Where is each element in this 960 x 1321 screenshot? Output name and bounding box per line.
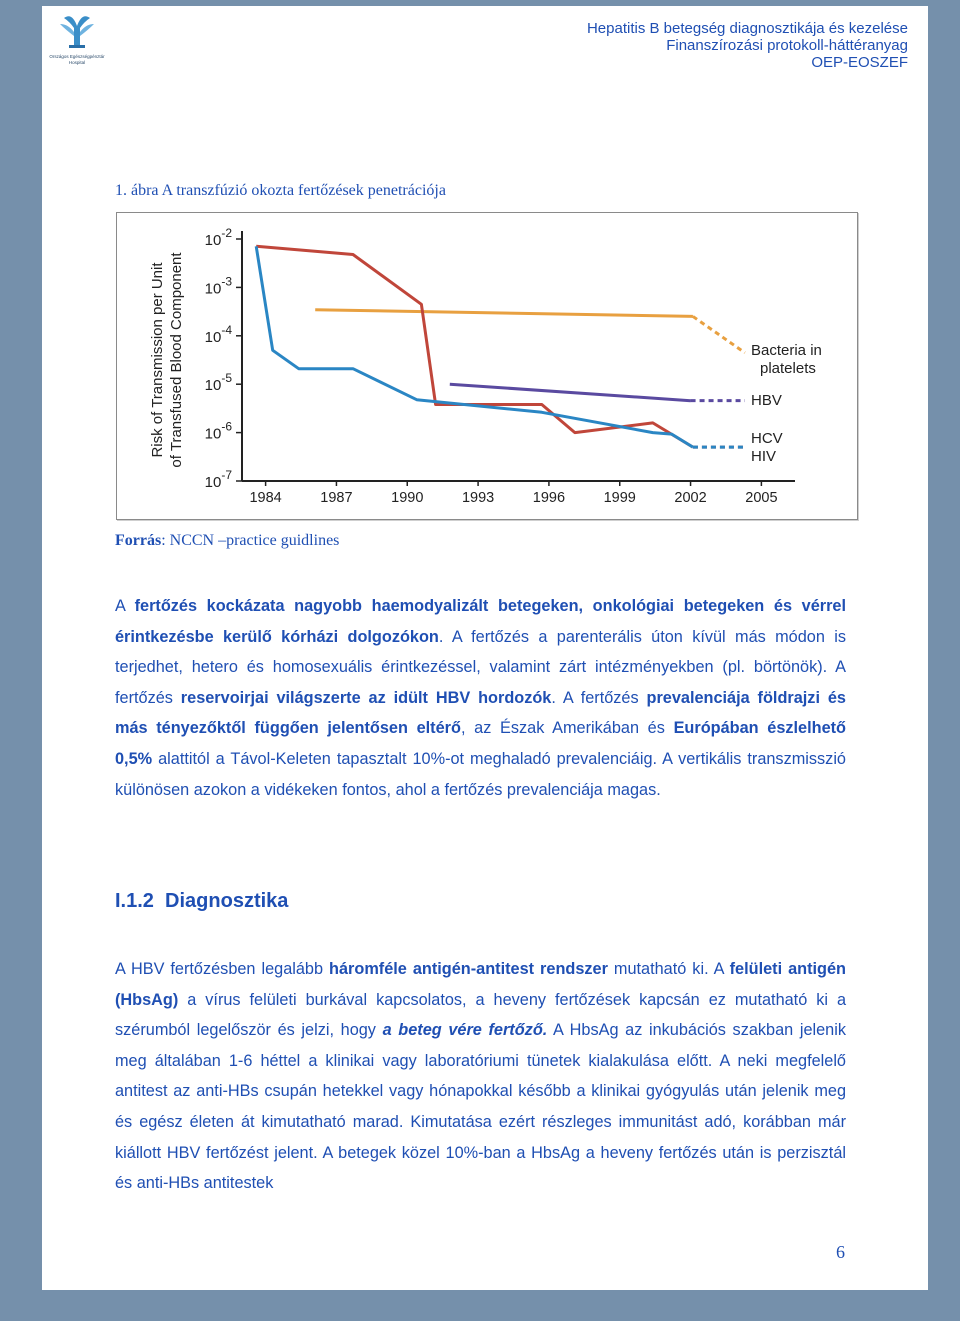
source-label: Forrás xyxy=(115,532,162,549)
y-tick-label: $10^{-4}$ xyxy=(204,322,232,346)
y-tick-label: $10^{-7}$ xyxy=(204,468,232,491)
series-label-bacteria-in-platelets-line2: platelets xyxy=(760,360,816,377)
x-tick-label: 2005 xyxy=(745,490,778,506)
para2-text-3: a vírus felületi burkával kapcsolatos, a heveny fertőzések kapcsán ez mutatható ki a szérumból legelőször és jelzi, hogy xyxy=(115,990,846,1040)
y-tick-label: $10^{-6}$ xyxy=(204,419,232,443)
series-line-hcv xyxy=(256,246,693,447)
series-label-hcv: HCV xyxy=(751,430,783,447)
document-page xyxy=(42,6,928,1290)
para1-bold-risk-groups: fertőzés kockázata nagyobb haemodyalizált betegeken, onkológiai betegeken és vérrel érintkezésbe kerülő kórházi dolgozókon xyxy=(115,597,846,646)
logo xyxy=(42,12,122,74)
y-tick-exponent: -6 xyxy=(221,419,232,434)
section-heading xyxy=(115,890,288,913)
series-projection-bacteria-in-platelets xyxy=(693,316,745,352)
y-tick-label: $10^{-5}$ xyxy=(204,371,232,395)
para1-bold-reservoir: reservoirjai világszerte az idült HBV hordozók xyxy=(180,688,552,707)
section-number: I.1.2 xyxy=(115,890,154,912)
x-tick-label: 1993 xyxy=(461,490,495,506)
para1-text-5: alattitól a Távol-Keleten tapasztalt 10%-ot meghaladó prevalenciáig. A vertikális transzmisszió különösen azokon a vidékeken fontos, ahol a fertőzés prevalenciája magas. xyxy=(115,749,846,799)
paragraph-diagnostics xyxy=(115,954,846,1199)
y-tick-exponent: -4 xyxy=(221,322,232,337)
para2-bold-hbsag: felületi antigén (HbsAg) xyxy=(115,960,846,1009)
x-tick-label: 1987 xyxy=(320,490,353,506)
x-tick-label: 2002 xyxy=(674,490,707,506)
header-line2: Finanszírozási protokoll-háttéranyag xyxy=(666,37,908,54)
y-axis-label-line1: Risk of Transmission per Unit xyxy=(149,262,166,458)
y-tick-exponent: -5 xyxy=(221,371,232,386)
series-label-bacteria-in-platelets: Bacteria in xyxy=(751,342,822,359)
x-tick-label: 1999 xyxy=(603,490,636,506)
para1-bold-prevalence: prevalenciája földrajzi és más tényezőktől függően jelentősen eltérő xyxy=(115,688,846,738)
x-tick-label: 1990 xyxy=(391,490,424,506)
y-tick-exponent: -7 xyxy=(221,468,232,482)
para2-text-4: A HbsAg az inkubációs szakban jelenik meg általában 1-6 héttel a klinikai vagy laboratóriumi tünetek kialakulása előtt. A neki megfelelő antitest az anti-HBs csupán hetekkel vagy hónapokkal később a klinikai gyógyulás után jelenik meg és egész életen át kimutatható marad. Kimutatása ezért részleges immunitást adó, korábban már kiállott HBV fertőzést jelent. A betegek közel 10%-ban a HbsAg a heveny fertőzés után is perzisztál és anti-HBs antitestek xyxy=(115,1021,846,1193)
y-tick-exponent: -2 xyxy=(221,226,232,240)
para1-text-4: , az Észak Amerikában és xyxy=(460,719,674,738)
y-tick-exponent: -3 xyxy=(221,274,232,289)
x-tick-label: 1996 xyxy=(532,490,566,506)
para2-text-1: A HBV fertőzésben legalább xyxy=(115,960,330,978)
para2-bold-antigen-systems: háromféle antigén-antitest rendszer xyxy=(329,960,608,978)
header-line3: OEP-EOSZEF xyxy=(811,54,908,71)
logo-caption-line2: Hospital xyxy=(68,60,86,65)
para1-text-3: . A fertőzés xyxy=(551,688,647,707)
logo-caption xyxy=(42,54,112,66)
page-header xyxy=(587,20,908,71)
series-line-hbv xyxy=(450,384,691,401)
logo-caption-line1: Országos Egészségpénztár xyxy=(49,54,105,59)
para2-text-2: mutatható ki. A xyxy=(607,960,730,978)
y-tick-label: $10^{-3}$ xyxy=(204,274,232,298)
para2-bold-infectious: a beteg vére fertőző. xyxy=(382,1021,548,1040)
series-line-bacteria-in-platelets xyxy=(315,310,693,317)
section-title: Diagnosztika xyxy=(165,890,289,912)
source-text: : NCCN –practice guidlines xyxy=(161,532,340,549)
y-axis-label-line2: of Transfused Blood Component xyxy=(168,252,185,468)
logo-emblem-icon xyxy=(42,12,112,52)
para1-bold-europe: Európában észlelhető 0,5% xyxy=(115,719,846,768)
series-line-hiv xyxy=(256,246,693,447)
paragraph-epidemiology xyxy=(115,591,846,805)
series-label-hiv: HIV xyxy=(751,448,777,465)
para1-text-2: . A fertőzés a parenterális úton kívül más módon is terjedhet, hetero és homosexuális érintkezéssel, valamint zárt intézményekben (pl. börtönök). A fertőzés xyxy=(115,627,846,707)
series-label-hbv: HBV xyxy=(751,392,782,409)
chart-frame xyxy=(116,212,858,520)
transmission-risk-chart xyxy=(117,213,857,519)
page-number: 6 xyxy=(836,1242,845,1262)
figure-source xyxy=(115,532,339,550)
y-tick-label: $10^{-2}$ xyxy=(204,226,232,249)
figure-title: 1. ábra A transzfúzió okozta fertőzések penetrációja xyxy=(115,182,446,199)
header-line1: Hepatitis B betegség diagnosztikája és kezelése xyxy=(586,20,908,37)
x-tick-label: 1984 xyxy=(249,490,282,506)
para1-text-1: A xyxy=(115,597,135,615)
